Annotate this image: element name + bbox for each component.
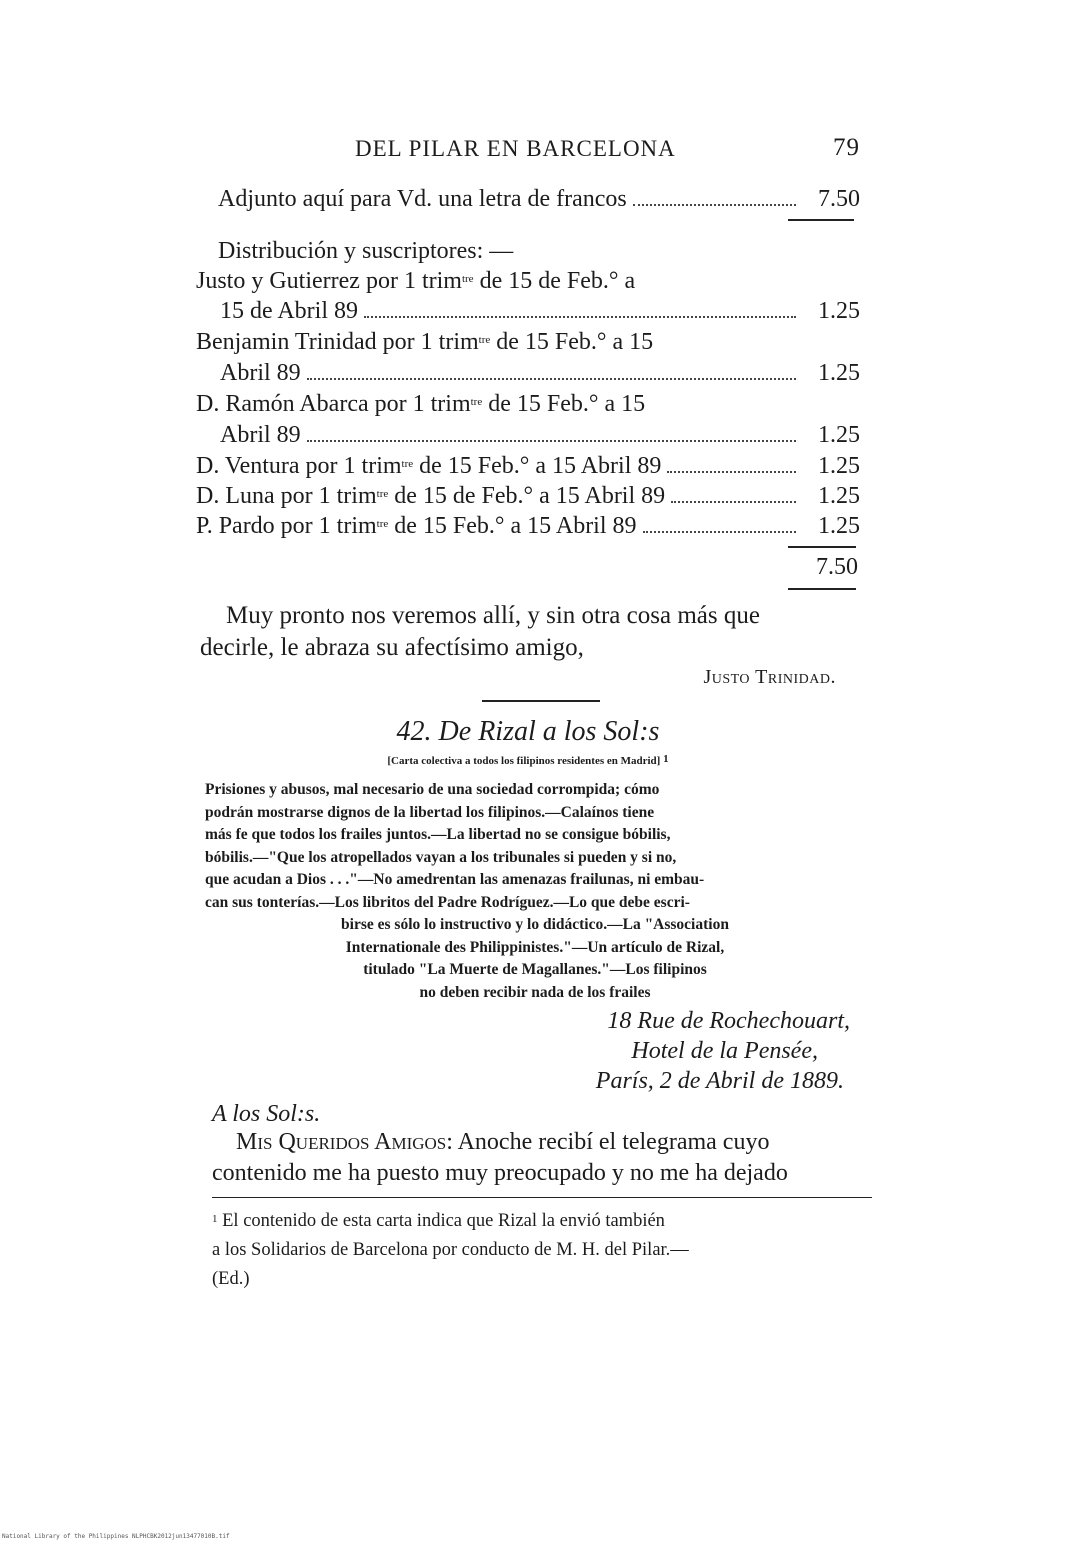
- signature: Justo Trinidad.: [703, 666, 836, 688]
- entry-line: P. Pardo por 1 trim$^{tre}$ de 15 Feb.° a 15 Abril 89 1.25: [196, 511, 860, 542]
- footnote-line: (Ed.): [212, 1269, 250, 1289]
- entry-line: D. Luna por 1 trim$^{tre}$ de 15 de Feb.° a 15 Abril 89 1.25: [196, 481, 860, 512]
- adjunto-text: Adjunto aquí para Vd. una letra de francos: [218, 186, 627, 212]
- rule: [788, 546, 856, 548]
- section-divider: [482, 700, 600, 702]
- section-title: 42. De Rizal a los Sol:s: [396, 716, 660, 747]
- leader-dots: [643, 530, 796, 533]
- summary-line: birse es sólo lo instructivo y lo didáctico.—La "Association: [341, 916, 729, 933]
- leader-dots: [364, 315, 796, 318]
- footnote-line: a los Solidarios de Barcelona por conducto de M. H. del Pilar.—: [212, 1240, 689, 1260]
- distribucion-heading: Distribución y suscriptores: —: [218, 238, 514, 264]
- entry-amount: 1.25: [818, 483, 860, 509]
- letter-body-line: contenido me ha puesto muy preocupado y no me ha dejado: [212, 1160, 788, 1186]
- leader-dots: [307, 439, 796, 442]
- address-line: 18 Rue de Rochechouart,: [607, 1008, 850, 1034]
- leader-dots: [671, 500, 796, 503]
- leader-dots: [633, 203, 796, 206]
- running-title: DEL PILAR EN BARCELONA: [355, 136, 676, 161]
- footnote: [212, 1207, 872, 1294]
- footnote-marker: 1: [212, 1213, 218, 1225]
- salutation: A los Sol:s.: [212, 1101, 321, 1127]
- footnote-rule: [212, 1197, 872, 1198]
- summary-line: que acudan a Dios . . ."—No amedrentan las amenazas frailunas, ni embau-: [205, 871, 705, 888]
- summary-line: bóbilis.—"Que los atropellados vayan a los tribunales si pueden y si no,: [205, 848, 677, 866]
- footnote-ref: 1: [663, 753, 669, 765]
- leader-dots: [667, 470, 796, 473]
- entry-line: D. Ventura por 1 trim$^{tre}$ de 15 Feb.° a 15 Abril 89 1.25: [196, 451, 860, 482]
- entry-line: Benjamin Trinidad por 1 trim$^{tre}$ de 15 Feb.° a 15: [196, 329, 654, 355]
- entry-amount: 1.25: [818, 298, 860, 324]
- entry-amount: 1.25: [818, 422, 860, 448]
- leader-dots: [307, 377, 796, 380]
- footnote-line: $^1$ El contenido de esta carta indica que Rizal la envió también: [212, 1211, 665, 1231]
- letter-summary: [205, 779, 865, 1004]
- entry-amount: 1.25: [818, 513, 860, 539]
- address-line: Hotel de la Pensée,: [631, 1038, 818, 1064]
- entry-amount: 1.25: [818, 360, 860, 386]
- entry-line: D. Ramón Abarca por 1 trim$^{tre}$ de 15 Feb.° a 15: [196, 391, 646, 417]
- section-subtitle: [Carta colectiva a todos los filipinos residentes en Madrid] $^1$: [387, 753, 669, 767]
- running-header: [355, 136, 860, 162]
- summary-line: Internationale des Philippinistes."—Un artículo de Rizal,: [345, 938, 725, 956]
- summary-line: no deben recibir nada de los frailes: [419, 983, 651, 1001]
- closing-line: decirle, le abraza su afectísimo amigo,: [200, 634, 584, 661]
- entry-line: 15 de Abril 89 1.25: [220, 296, 860, 327]
- entry-line: Justo y Gutierrez por 1 trim$^{tre}$ de 15 de Feb.° a: [196, 268, 636, 294]
- rule: [788, 219, 854, 221]
- rule: [788, 588, 856, 590]
- adjunto-line: [218, 184, 860, 215]
- entry-amount: 1.25: [818, 453, 860, 479]
- summary-line: Prisiones y abusos, mal necesario de una sociedad corrompida; cómo: [205, 781, 660, 798]
- summary-line: podrán mostrarse dignos de la libertad los filipinos.—Calaínos tiene: [205, 803, 655, 821]
- summary-line: más fe que todos los frailes juntos.—La libertad no se consigue bóbilis,: [205, 826, 671, 843]
- address-line: París, 2 de Abril de 1889.: [595, 1068, 844, 1094]
- summary-line: can sus tonterías.—Los libritos del Padre Rodríguez.—Lo que debe escri-: [205, 893, 690, 911]
- closing-line: Muy pronto nos veremos allí, y sin otra cosa más que: [226, 602, 760, 629]
- adjunto-amount: 7.50: [818, 186, 860, 212]
- summary-line: titulado "La Muerte de Magallanes."—Los filipinos: [363, 961, 707, 978]
- greeting: Mis Queridos Amigos:: [236, 1129, 453, 1155]
- total-amount: 7.50: [816, 554, 858, 580]
- scan-footer: National Library of the Philippines NLPHCBK2012jun13477010B.tif: [2, 1533, 230, 1540]
- letter-body-line: Mis Queridos Amigos: Anoche recibí el telegrama cuyo: [236, 1129, 770, 1155]
- page-number: 79: [833, 134, 860, 161]
- entry-line: Abril 89 1.25: [220, 358, 860, 389]
- entry-line: Abril 89 1.25: [220, 420, 860, 451]
